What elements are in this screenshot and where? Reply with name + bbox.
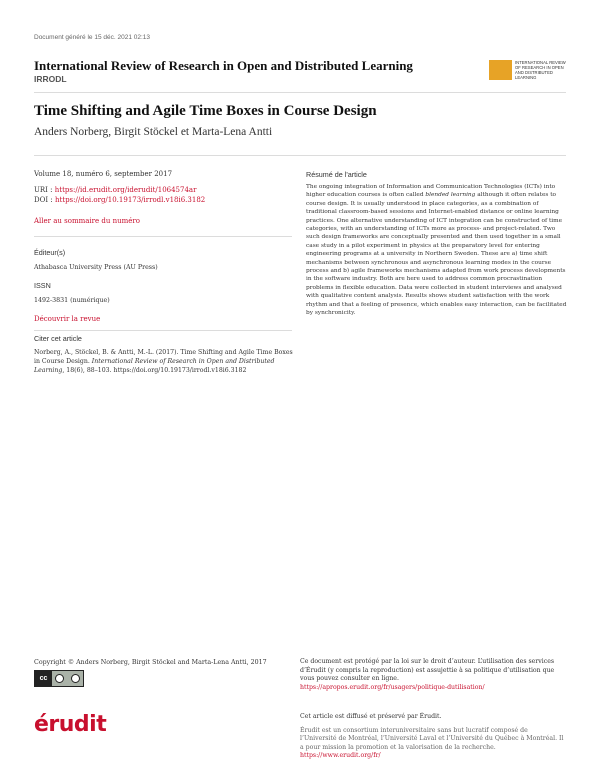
citation-text xyxy=(34,348,296,375)
divider xyxy=(34,236,292,237)
uri-link[interactable]: https://id.erudit.org/iderudit/1064574ar xyxy=(54,186,197,194)
cc-icon: cc xyxy=(35,670,52,687)
journal-abbreviation: IRRODL xyxy=(34,74,67,84)
generated-date: Document généré le 15 déc. 2021 02:13 xyxy=(34,34,151,41)
abstract-text: The ongoing integration of Information and Communication Technologies (ICTs) into higher education courses is often called blended learning although it often relates to course design. It is usually understood in place categories, as a combination of traditional classroom-based sessions and Internet-enabled distance or online learning practices. One alternative understanding of ICT integration can be constructed of time categories, with an understanding of ICTs more as process- and project-related. Two such design frameworks are conceptually presented and then used together in a small case study in a pilot experiment in physics at the preparatory level for entering engineering programs at a university in Northern Sweden. These are a) time shift mechanisms between synchronous and asynchronous learning modes in the course process and b) agile frameworks mechanisms adapted from work process developments in the software industry. Both are here used to address common procrastination problems in flexible education. Data were collected in student interviews and analysed with qualitative content analysis. Results shows student satisfaction with the work rhythm and that a feeling of presence, which enables easy interaction, can be facilitated by synchronicity. xyxy=(306,184,567,317)
journal-logo-icon xyxy=(489,60,512,80)
rights-notice xyxy=(300,658,566,692)
article-title: Time Shifting and Agile Time Boxes in Course Design xyxy=(34,103,377,119)
citation-line-3: Learning, 18(6), 88–103. https://doi.org/10.19173/irrodl.v18i6.3182 xyxy=(34,367,247,374)
cite-label: Citer cet article xyxy=(34,334,82,343)
journal-logo-text: INTERNATIONAL REVIEW OF RESEARCH IN OPEN AND DISTRIBUTED LEARNING xyxy=(515,60,566,80)
citation-line-1: Norberg, A., Stöckel, B. & Antti, M.-L. (2017). Time Shifting and Agile Time Boxes xyxy=(34,349,293,356)
issn-label: ISSN xyxy=(34,281,51,290)
doi-label: DOI : xyxy=(34,196,55,204)
volume-info: Volume 18, numéro 6, september 2017 xyxy=(34,170,173,178)
doi-link[interactable]: https://doi.org/10.19173/irrodl.v18i6.3182 xyxy=(54,196,206,204)
divider xyxy=(34,155,566,156)
by-icon xyxy=(55,674,64,683)
usage-policy-link[interactable]: https://apropos.erudit.org/fr/usagers/politique-dutilisation/ xyxy=(300,683,485,691)
journal-title: International Review of Research in Open and Distributed Learning xyxy=(34,58,413,73)
erudit-notice xyxy=(300,713,566,761)
issn-value: 1492-3831 (numérique) xyxy=(34,297,110,304)
publisher-label: Éditeur(s) xyxy=(34,248,66,257)
rights-text: Ce document est protégé par la loi sur le droit d’auteur. L’utilisation des services d’Érudit (y compris la reproduction) est assujettie à sa politique d’utilisation que vous pouvez consulter en ligne. xyxy=(300,658,555,683)
doi-line xyxy=(34,196,205,206)
erudit-logo: érudit xyxy=(34,712,107,737)
consortium-text: Érudit est un consortium interuniversitaire sans but lucratif composé de l’Université de Montréal, l’Université Laval et l’Université du Québec à Montréal. Il a pour mission la promotion et la valorisation de la recherche. xyxy=(300,726,564,751)
uri-line xyxy=(34,186,196,196)
article-authors: Anders Norberg, Birgit Stöckel et Marta-Lena Antti xyxy=(34,126,273,138)
issue-summary-link[interactable]: Aller au sommaire du numéro xyxy=(34,217,140,225)
publisher-name: Athabasca University Press (AU Press) xyxy=(34,264,158,271)
erudit-link[interactable]: https://www.erudit.org/fr/ xyxy=(300,752,381,760)
discover-journal-link[interactable]: Découvrir la revue xyxy=(34,315,101,323)
cc-license-badge[interactable] xyxy=(34,670,84,687)
cc-attribution-icons xyxy=(52,671,83,686)
citation-line-2: in Course Design. International Review of Research in Open and Distributed xyxy=(34,358,275,365)
preserved-text: Cet article est diffusé et préservé par Érudit. xyxy=(300,713,442,720)
copyright-text: Copyright © Anders Norberg, Birgit Stöckel and Marta-Lena Antti, 2017 xyxy=(34,659,267,666)
uri-label: URI : xyxy=(34,186,55,194)
abstract-label: Résumé de l'article xyxy=(306,170,367,179)
nc-icon xyxy=(71,674,80,683)
divider xyxy=(34,330,292,331)
divider xyxy=(34,92,566,93)
